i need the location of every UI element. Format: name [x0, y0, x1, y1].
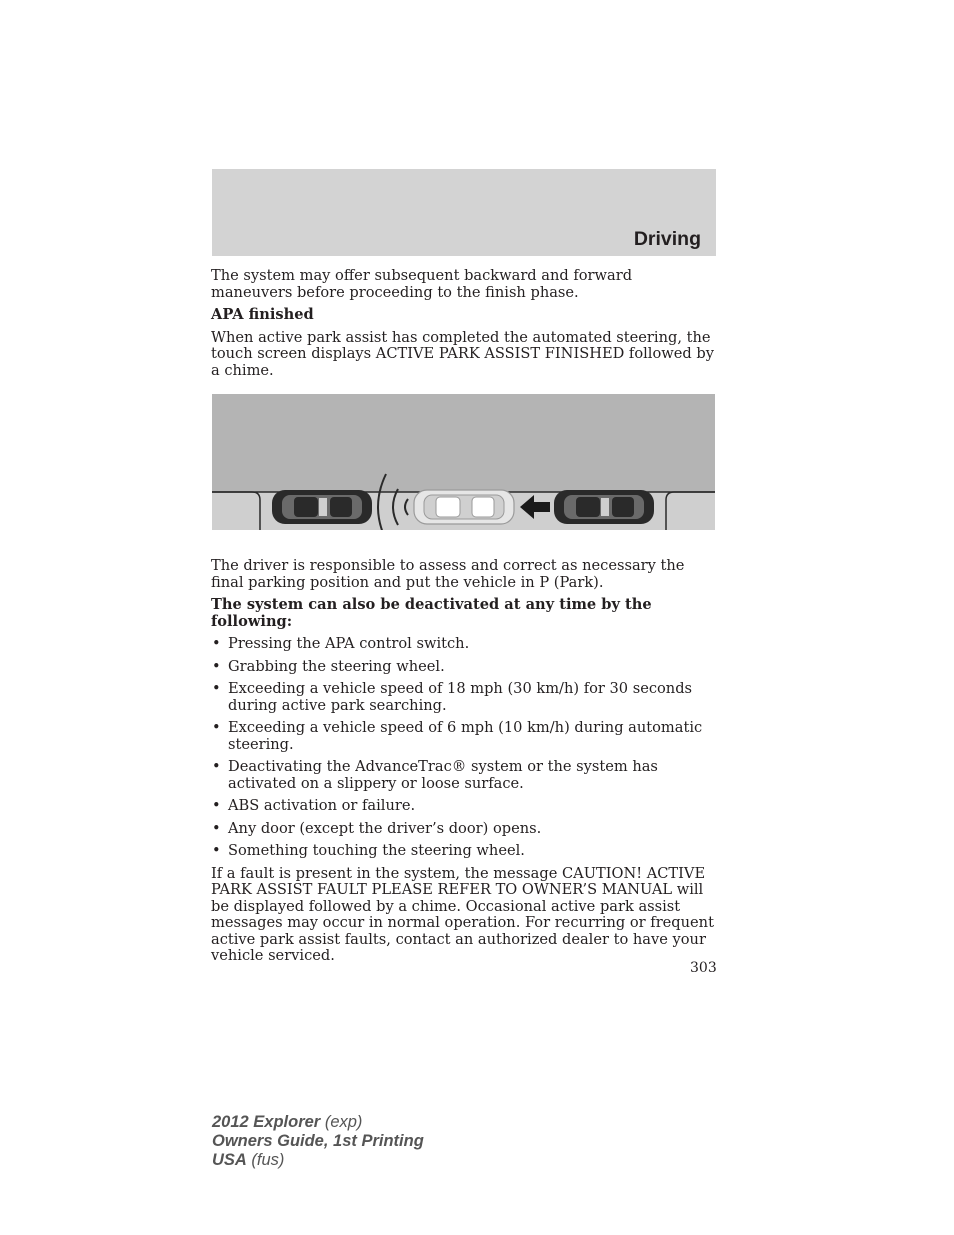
bullet-glyph: • [212, 635, 221, 652]
bullet-glyph: • [212, 719, 221, 736]
bullet-glyph: • [212, 680, 221, 697]
page-number: 303 [690, 960, 717, 976]
list-item: • Something touching the steering wheel. [212, 842, 525, 859]
bullet-glyph: • [212, 819, 221, 837]
section-title: Driving [633, 228, 701, 250]
section-header-band [212, 169, 716, 256]
paragraph-maneuvers: The system may offer subsequent backward and forward maneuvers before proceeding to the finish phase. [211, 267, 633, 301]
document-footer [212, 1113, 424, 1170]
paragraph-fault-message: If a fault is present in the system, the message CAUTION! ACTIVE PARK ASSIST FAULT PLEASE REFER TO OWNER’S MANUAL will be displayed followed by a chime. Occasional active park assist messages may occur in normal operation. For recurring or frequent active park assist faults, contact an authorized dealer to have your vehicle serviced. [211, 864, 714, 964]
page-content [211, 268, 716, 971]
deactivation-list [211, 636, 716, 860]
heading-deactivation: The system can also be deactivated at any time by the following: [211, 596, 652, 630]
list-item: • Exceeding a vehicle speed of 18 mph (30 km/h) for 30 seconds during active park searching. [212, 680, 693, 714]
paragraph-driver-responsible: The driver is responsible to assess and correct as necessary the final parking position and put the vehicle in P (Park). [211, 557, 685, 591]
paragraph-apa-finished: When active park assist has completed the automated steering, the touch screen displays ACTIVE PARK ASSIST FINISHED followed by a chime. [211, 328, 714, 379]
own-vehicle-icon [414, 490, 514, 524]
bullet-glyph: • [212, 797, 221, 814]
bullet-glyph: • [212, 758, 221, 775]
parking-illustration-svg [212, 394, 715, 530]
bullet-glyph: • [212, 657, 221, 675]
parking-illustration [212, 394, 715, 530]
list-item: • Any door (except the driver’s door) opens. [212, 819, 542, 837]
footer-line-model: 2012 Explorer (exp) [212, 1113, 363, 1131]
footer-line-region: USA (fus) [212, 1151, 285, 1169]
list-item: • ABS activation or failure. [212, 797, 416, 814]
list-item: • Grabbing the steering wheel. [212, 657, 445, 675]
list-item: • Deactivating the AdvanceTrac® system or the system has activated on a slippery or loose surface. [212, 758, 658, 792]
list-item: • Exceeding a vehicle speed of 6 mph (10 km/h) during automatic steering. [212, 719, 703, 753]
list-item: • Pressing the APA control switch. [212, 635, 470, 652]
footer-line-guide: Owners Guide, 1st Printing [212, 1132, 424, 1150]
bullet-glyph: • [212, 842, 221, 859]
heading-apa-finished: APA finished [211, 306, 314, 323]
parked-car-icon [554, 490, 654, 524]
parked-car-icon [272, 490, 372, 524]
